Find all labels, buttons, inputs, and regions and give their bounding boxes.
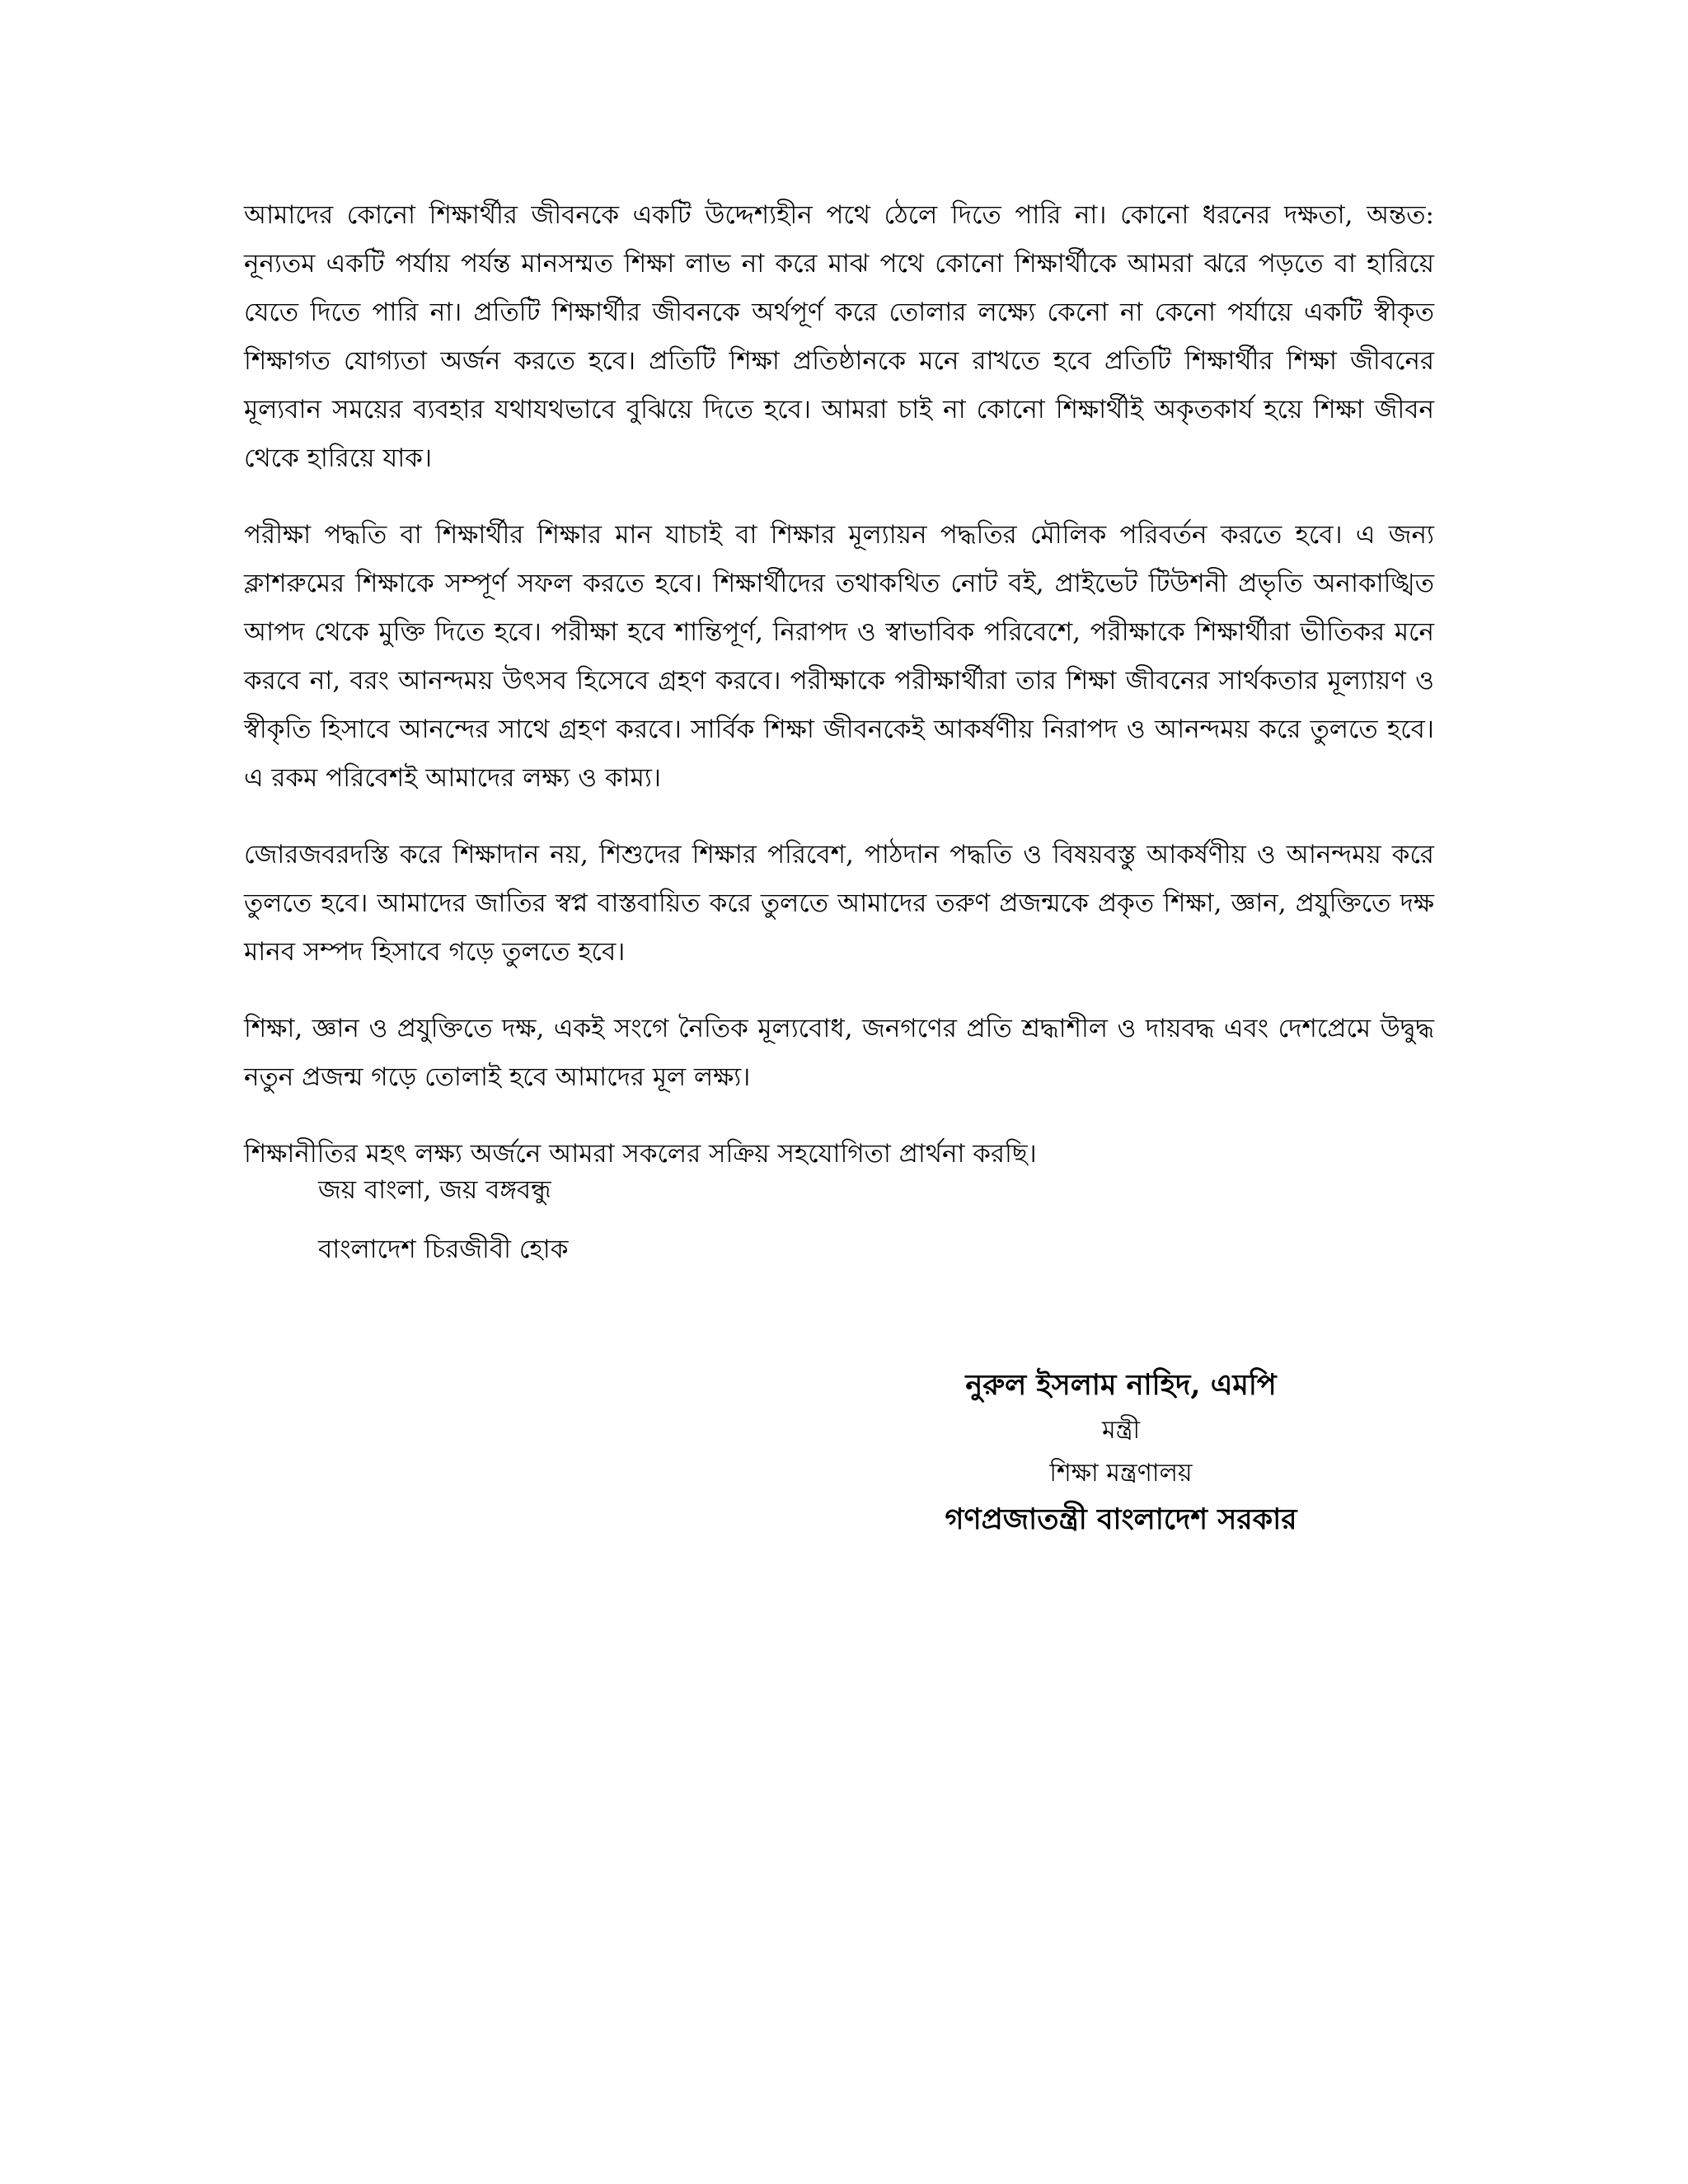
paragraph-3: জোরজবরদস্তি করে শিক্ষাদান নয়, শিশুদের শিক্ষার পরিবেশ, পাঠদান পদ্ধতি ও বিষয়বস্তু আকর্ষণীয় ও আনন্দময় করে তুলতে হবে। আমাদের জাতির স্বপ্ন বাস্তবায়িত করে তুলতে আমাদের তরুণ প্রজন্মকে প্রকৃত শিক্ষা, জ্ঞান, প্রযুক্তিতে দক্ষ মানব সম্পদ হিসাবে গড়ে তুলতে হবে।: [244, 840, 1434, 967]
signatory-government: গণপ্রজাতন্ত্রী বাংলাদেশ সরকার: [945, 1502, 1297, 1536]
closing-slogans: [318, 1160, 1060, 1279]
letter-body: [244, 191, 1434, 1207]
paragraph-1: আমাদের কোনো শিক্ষার্থীর জীবনকে একটি উদ্দেশ্যহীন পথে ঠেলে দিতে পারি না। কোনো ধরনের দক্ষতা, অন্তত: নূন্যতম একটি পর্যায় পর্যন্ত মানসম্মত শিক্ষা লাভ না করে মাঝ পথে কোনো শিক্ষার্থীকে আমরা ঝরে পড়তে বা হারিয়ে যেতে দিতে পারি না। প্রতিটি শিক্ষার্থীর জীবনকে অর্থপূর্ণ করে তোলার লক্ষ্যে কেনো না কেনো পর্যায়ে একটি স্বীকৃত শিক্ষাগত যোগ্যতা অর্জন করতে হবে। প্রতিটি শিক্ষা প্রতিষ্ঠানকে মনে রাখতে হবে প্রতিটি শিক্ষার্থীর শিক্ষা জীবনের মূল্যবান সময়ের ব্যবহার যথাযথভাবে বুঝিয়ে দিতে হবে। আমরা চাই না কোনো শিক্ষার্থীই অকৃতকার্য হয়ে শিক্ষা জীবন থেকে হারিয়ে যাক।: [244, 200, 1434, 473]
paragraph-2: পরীক্ষা পদ্ধতি বা শিক্ষার্থীর শিক্ষার মান যাচাই বা শিক্ষার মূল্যায়ন পদ্ধতির মৌলিক পরিবর্তন করতে হবে। এ জন্য ক্লাশরুমের শিক্ষাকে সম্পূর্ণ সফল করতে হবে। শিক্ষার্থীদের তথাকথিত নোট বই, প্রাইভেট টিউশনী প্রভৃতি অনাকাঙ্খিত আপদ থেকে মুক্তি দিতে হবে। পরীক্ষা হবে শান্তিপূর্ণ, নিরাপদ ও স্বাভাবিক পরিবেশে, পরীক্ষাকে শিক্ষার্থীরা ভীতিকর মনে করবে না, বরং আনন্দময় উৎসব হিসেবে গ্রহণ করবে। পরীক্ষাকে পরীক্ষার্থীরা তার শিক্ষা জীবনের সার্থকতার মূল্যায়ণ ও স্বীকৃতি হিসাবে আনন্দের সাথে গ্রহণ করবে। সার্বিক শিক্ষা জীবনকেই আকর্ষণীয় নিরাপদ ও আনন্দময় করে তুলতে হবে। এ রকম পরিবেশই আমাদের লক্ষ্য ও কাম্য।: [244, 520, 1434, 793]
closing-slogan-2: বাংলাদেশ চিরজীবী হোক: [318, 1235, 569, 1264]
signatory-ministry: শিক্ষা মন্ত্রণালয়: [1049, 1459, 1193, 1488]
paragraph-5: শিক্ষানীতির মহৎ লক্ষ্য অর্জনে আমরা সকলের সক্রিয় সহযোগিতা প্রার্থনা করছি।: [244, 1139, 1037, 1169]
closing-slogan-1: জয় বাংলা, জয় বঙ্গবন্ধু: [318, 1175, 551, 1205]
signatory-name: নুরুল ইসলাম নাহিদ, এমপি: [965, 1368, 1277, 1402]
signature-block: [890, 1361, 1352, 1544]
paragraph-4: শিক্ষা, জ্ঞান ও প্রযুক্তিতে দক্ষ, একই সংগে নৈতিক মূল্যবোধ, জনগণের প্রতি শ্রদ্ধাশীল ও দায়বদ্ধ এবং দেশপ্রেমে উদ্বুদ্ধ নতুন প্রজন্ম গড়ে তোলাই হবে আমাদের মূল লক্ষ্য।: [244, 1014, 1434, 1092]
signatory-designation: মন্ত্রী: [1101, 1416, 1141, 1445]
